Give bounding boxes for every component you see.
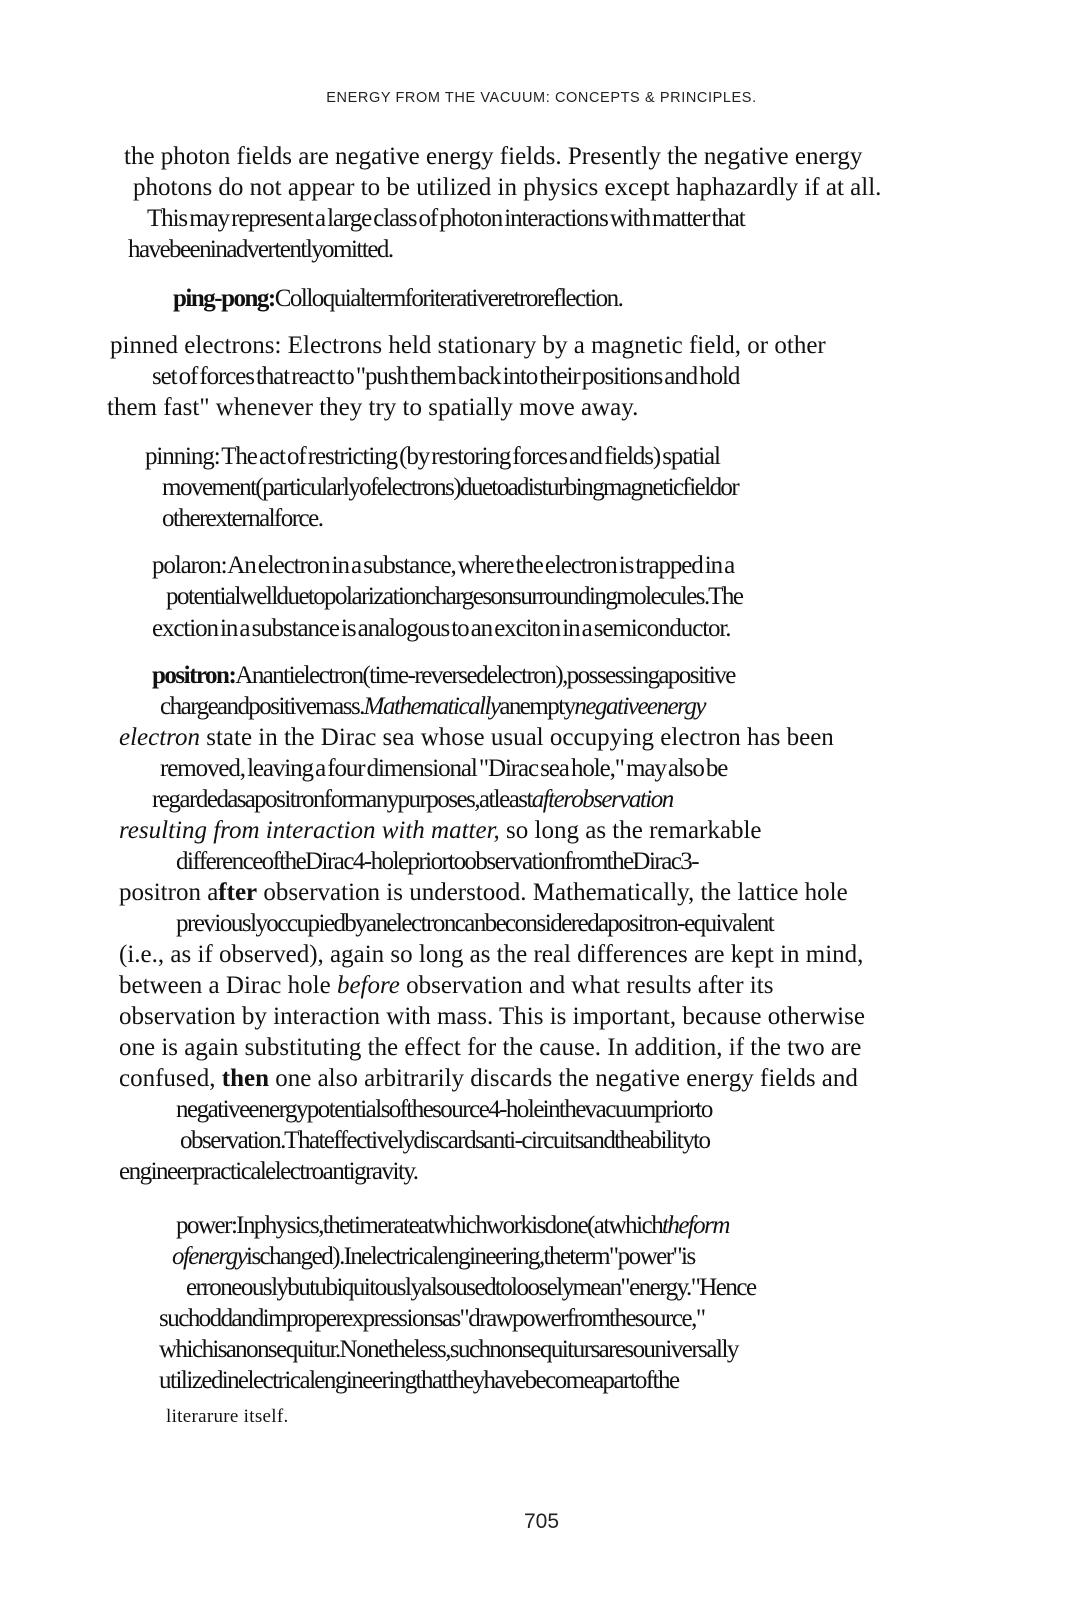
text-line: have been inadvertently omitted. [128,236,393,263]
italic-text: after observation [531,786,673,813]
italic-text: of energy [172,1243,247,1270]
text-run: state in the Dirac sea whose usual occupying electron has been [199,724,834,751]
text-line [119,1064,858,1094]
text-line: removed, leaving a four dimensional "Dirac sea hole," may also be [160,755,728,782]
glossary-entry-pinning: pinning: The act of restricting (by restoring forces and fields) spatial [145,443,720,470]
text-line: previously occupied by an electron can be considered a positron-equivalent [176,910,774,937]
text-line: which is a non sequitur. Nonetheless, such non sequiturs are so universally [159,1336,738,1363]
text-line: engineer practical electroantigravity. [119,1158,418,1185]
text-line: utilized in electrical engineering that they have become a part of the [159,1367,679,1394]
glossary-entry-pinned-electrons: pinned electrons: Electrons held stationary by a magnetic field, or other [110,332,826,359]
page-number: 705 [523,1510,560,1533]
text-line: one is again substituting the effect for the cause. In addition, if the two are [119,1034,862,1061]
text-line: This may represent a large class of photon interactions with matter that [147,205,745,232]
text-line [160,692,705,722]
text-run: an empty [499,693,575,720]
italic-text: before [336,972,400,999]
text-run: positron a [119,879,219,906]
text-line [152,785,673,815]
glossary-entry-polaron: polaron: An electron in a substance, where the electron is trapped in a [152,552,735,579]
text-line: other external force. [162,505,323,532]
text-line: literarure itself. [166,1406,289,1427]
text-line: photons do not appear to be utilized in physics except haphazardly if at all. [133,174,882,201]
bold-text: then [221,1065,269,1092]
text-line: difference of the Dirac 4-hole prior to observation from the Dirac 3- [176,848,699,875]
text-line: the photon fields are negative energy fields. Presently the negative energy [124,143,863,170]
italic-text: the form [661,1212,729,1239]
text-run: observation and what results after its [399,972,774,999]
text-line [119,971,773,1001]
text-line: such odd and improper expressions as "draw power from the source," [159,1305,705,1332]
text-line: observation by interaction with mass. This is important, because otherwise [119,1003,865,1030]
text-line [172,1242,695,1272]
italic-text: negative energy [574,693,705,720]
text-run: is changed). In electrical engineering, the term "power" is [246,1243,695,1270]
definition-text: An antielectron (time-reversed electron), possessing a positive [235,662,735,689]
text-line [119,723,834,753]
running-header: ENERGY FROM THE VACUUM: CONCEPTS & PRINCIPLES. [326,90,757,106]
text-line: negative energy potentials of the source 4-hole in the vacuum prior to [176,1096,712,1123]
italic-text: electron [119,724,200,751]
text-line: set of forces that react to "push them back into their positions and hold [152,363,740,390]
bold-text: fter [218,879,258,906]
definition-text: Colloquial term for iterative retroreflection. [274,285,623,312]
text-line: erroneously but ubiquitously also used to loosely mean "energy." Hence [186,1274,756,1301]
text-line: movement (particularly of electrons) due to a disturbing magnetic field or [162,474,739,501]
glossary-entry-ping-pong [173,284,622,314]
glossary-term: ping-pong: [173,285,275,312]
italic-text: Mathematically [363,693,500,720]
text-line [119,878,848,908]
text-line: them fast" whenever they try to spatially move away. [107,394,639,421]
text-line: (i.e., as if observed), again so long as the real differences are kept in mind, [119,941,864,968]
text-run: confused, [119,1065,222,1092]
text-run: regarded as a positron for many purposes, at least [152,786,532,813]
glossary-entry-positron [152,661,735,691]
text-run: power: In physics, the time rate at which work is done (at which [176,1212,662,1239]
text-run: charge and positive mass. [160,693,364,720]
text-run: so long as the remarkable [499,817,762,844]
text-run: observation is understood. Mathematically, the lattice hole [257,879,848,906]
glossary-entry-power [176,1211,729,1241]
text-line [119,816,762,846]
glossary-term: positron: [152,662,236,689]
italic-text: resulting from interaction with matter, [119,817,500,844]
text-run: one also arbitrarily discards the negative energy fields and [268,1065,858,1092]
text-line: potential well due to polarization charges on surrounding molecules. The [166,583,743,610]
text-line: observation. That effectively discards anti-circuits and the ability to [180,1127,710,1154]
text-line: exction in a substance is analogous to an exciton in a semiconductor. [152,615,731,642]
text-run: between a Dirac hole [119,972,337,999]
